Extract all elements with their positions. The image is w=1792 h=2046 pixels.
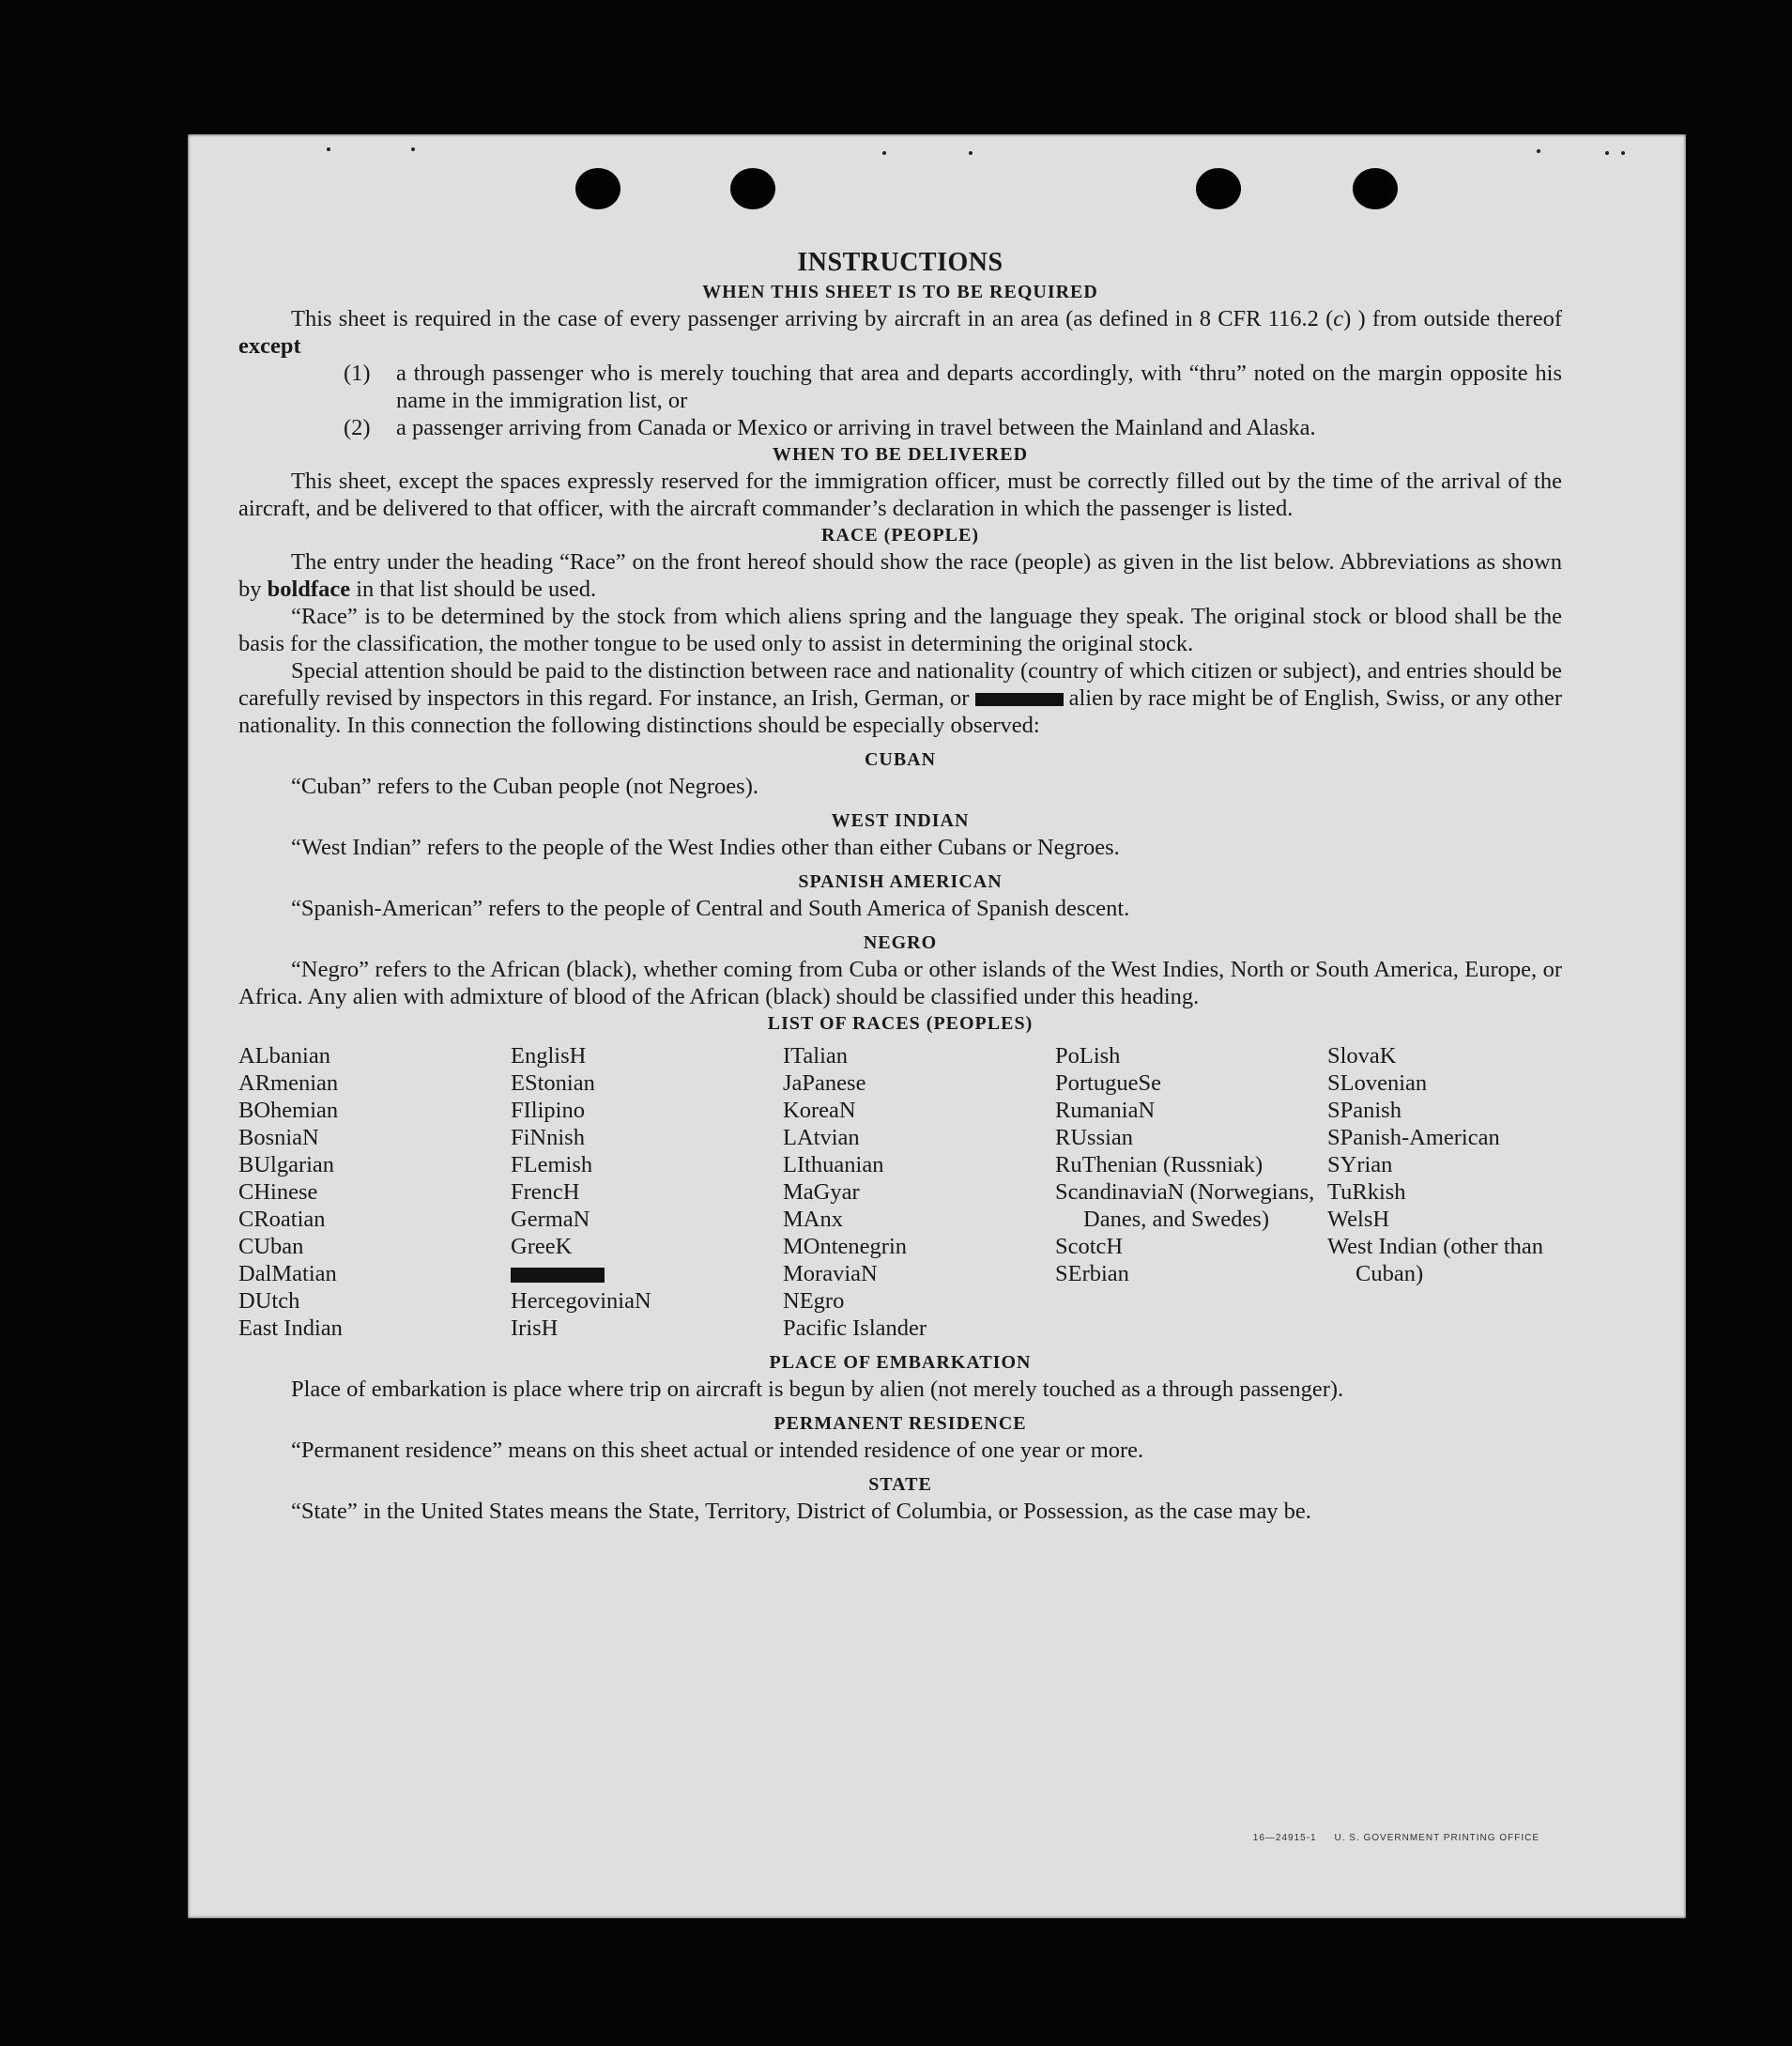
- heading-residence: PERMANENT RESIDENCE: [773, 1413, 1027, 1434]
- race-item: CHinese: [238, 1179, 318, 1205]
- race-item: BosniaN: [238, 1125, 319, 1150]
- race-item: PortugueSe: [1055, 1070, 1161, 1096]
- race-item: ScandinaviaN (Norwegians, Danes, and Swedes): [1055, 1179, 1315, 1232]
- race-item: GreeK: [511, 1234, 573, 1259]
- race-item: SErbian: [1055, 1261, 1129, 1286]
- race-item: MOntenegrin: [783, 1234, 907, 1259]
- race-item: FLemish: [511, 1152, 593, 1177]
- heading-delivered: WHEN TO BE DELIVERED: [772, 444, 1029, 465]
- heading-west-indian: WEST INDIAN: [831, 810, 970, 831]
- race-item: RuThenian (Russniak): [1055, 1152, 1264, 1177]
- speck: [1621, 151, 1625, 155]
- race-item: SPanish: [1327, 1098, 1401, 1123]
- instructions-body: [238, 247, 1562, 1525]
- race-item: TuRkish: [1327, 1179, 1406, 1205]
- race-item: HercegoviniaN: [511, 1288, 651, 1314]
- race-item: KoreaN: [783, 1098, 856, 1123]
- printer-imprint: 16—24915-1 U. S. GOVERNMENT PRINTING OFFICE: [1252, 1833, 1539, 1843]
- race-item: RUssian: [1055, 1125, 1134, 1150]
- punch-hole: [1353, 168, 1398, 209]
- heading-race: RACE (PEOPLE): [821, 525, 979, 546]
- races-column: [1055, 1042, 1327, 1342]
- heading-list-of-races: LIST OF RACES (PEOPLES): [767, 1013, 1034, 1034]
- speck: [327, 147, 330, 151]
- race-item: ScotcH: [1055, 1234, 1124, 1259]
- spanish-american-text: “Spanish-American” refers to the people of Central and South America of Spanish descent.: [291, 896, 1130, 921]
- redaction-bar: [975, 693, 1064, 706]
- race-item: [511, 1260, 783, 1287]
- race-item: NEgro: [783, 1288, 845, 1314]
- race-item: DUtch: [238, 1288, 300, 1314]
- race-item: ITalian: [783, 1043, 849, 1069]
- embarkation-text: Place of embarkation is place where trip on aircraft is begun by alien (not merely touched as a through passenger).: [291, 1377, 1344, 1402]
- race-item: Pacific Islander: [783, 1315, 927, 1341]
- race-item: PoLish: [1055, 1043, 1121, 1069]
- race-item: SlovaK: [1327, 1043, 1397, 1069]
- race-p3: Special attention should be paid to the distinction between race and nationality (country of which citizen or subject), and entries should be carefully revised by inspectors in this regard. For instance, an Irish, German, or alien by race might be of English, Swiss, or any other nationality. In this connection the following distinctions should be especially observed:: [238, 658, 1563, 738]
- heading-spanish-american: SPANISH AMERICAN: [798, 871, 1003, 892]
- race-item: FiNnish: [511, 1125, 585, 1150]
- speck: [882, 151, 886, 155]
- race-item: West Indian (other than Cuban): [1327, 1234, 1544, 1286]
- heading-state: STATE: [868, 1474, 932, 1495]
- race-item: CRoatian: [238, 1207, 326, 1232]
- delivered-text: This sheet, except the spaces expressly reserved for the immigration officer, must be correctly filled out by the time of the arrival of the aircraft, and be delivered to that officer, with the aircraft commander’s declaration in which the passenger is listed.: [238, 469, 1562, 521]
- speck: [1537, 149, 1540, 153]
- race-item: SLovenian: [1327, 1070, 1428, 1096]
- race-item: LAtvian: [783, 1125, 860, 1150]
- residence-text: “Permanent residence” means on this sheet actual or intended residence of one year or more.: [291, 1438, 1144, 1463]
- required-item: (2) a passenger arriving from Canada or Mexico or arriving in travel between the Mainland and Alaska.: [344, 415, 1316, 440]
- races-column: [511, 1042, 783, 1342]
- race-item: MoraviaN: [783, 1261, 878, 1286]
- punch-hole: [1196, 168, 1241, 209]
- race-item: CUban: [238, 1234, 304, 1259]
- race-p1: The entry under the heading “Race” on the front hereof should show the race (people) as given in the list below. Abbreviations as shown by boldface in that list should be used.: [238, 549, 1562, 602]
- race-item: RumaniaN: [1055, 1098, 1156, 1123]
- race-item: SPanish-American: [1327, 1125, 1500, 1150]
- race-item: BUlgarian: [238, 1152, 335, 1177]
- race-item: EStonian: [511, 1070, 595, 1096]
- race-item: EnglisH: [511, 1043, 587, 1069]
- race-item: ALbanian: [238, 1043, 330, 1069]
- race-item: MaGyar: [783, 1179, 860, 1205]
- race-item: MAnx: [783, 1207, 843, 1232]
- cuban-text: “Cuban” refers to the Cuban people (not Negroes).: [291, 774, 758, 799]
- state-text: “State” in the United States means the State, Territory, District of Columbia, or Possession, as the case may be.: [291, 1499, 1311, 1524]
- race-item: SYrian: [1327, 1152, 1393, 1177]
- required-intro: This sheet is required in the case of every passenger arriving by aircraft in an area (as defined in 8 CFR 116.2 (c) ) from outside thereof except: [238, 306, 1562, 359]
- race-p2: “Race” is to be determined by the stock from which aliens spring and the language they speak. The original stock or blood shall be the basis for the classification, the mother tongue to be used only to assist in determining the original stock.: [238, 604, 1562, 656]
- race-item: DalMatian: [238, 1261, 337, 1286]
- race-item: East Indian: [238, 1315, 343, 1341]
- speck: [411, 147, 415, 151]
- redaction-bar: [511, 1268, 605, 1283]
- heading-embarkation: PLACE OF EMBARKATION: [769, 1352, 1032, 1373]
- heading-required: WHEN THIS SHEET IS TO BE REQUIRED: [702, 282, 1098, 302]
- negro-text: “Negro” refers to the African (black), whether coming from Cuba or other islands of the West Indies, North or South America, Europe, or Africa. Any alien with admixture of blood of the African (black) should be classified under this heading.: [238, 957, 1562, 1009]
- race-item: ARmenian: [238, 1070, 339, 1096]
- speck: [969, 151, 973, 155]
- races-list: [238, 1042, 1562, 1342]
- races-column: [238, 1042, 511, 1342]
- races-column: [1327, 1042, 1571, 1342]
- race-item: IrisH: [511, 1315, 559, 1341]
- race-item: BOhemian: [238, 1098, 339, 1123]
- heading-negro: NEGRO: [863, 932, 938, 953]
- instruction-sheet: [188, 134, 1686, 1918]
- race-item: JaPanese: [783, 1070, 866, 1096]
- race-item: LIthuanian: [783, 1152, 884, 1177]
- punch-hole: [730, 168, 775, 209]
- race-item: GermaN: [511, 1207, 590, 1232]
- west-indian-text: “West Indian” refers to the people of the West Indies other than either Cubans or Negroes.: [291, 835, 1120, 860]
- page-title: INSTRUCTIONS: [797, 248, 1003, 277]
- race-item: FrencH: [511, 1179, 580, 1205]
- race-item: WelsH: [1327, 1207, 1390, 1232]
- punch-hole: [575, 168, 620, 209]
- heading-cuban: CUBAN: [864, 749, 937, 770]
- speck: [1605, 151, 1609, 155]
- required-item: (1) a through passenger who is merely touching that area and departs accordingly, with “thru” noted on the margin opposite his name in the immigration list, or: [344, 361, 1562, 413]
- race-item: FIlipino: [511, 1098, 585, 1123]
- races-column: [783, 1042, 1055, 1342]
